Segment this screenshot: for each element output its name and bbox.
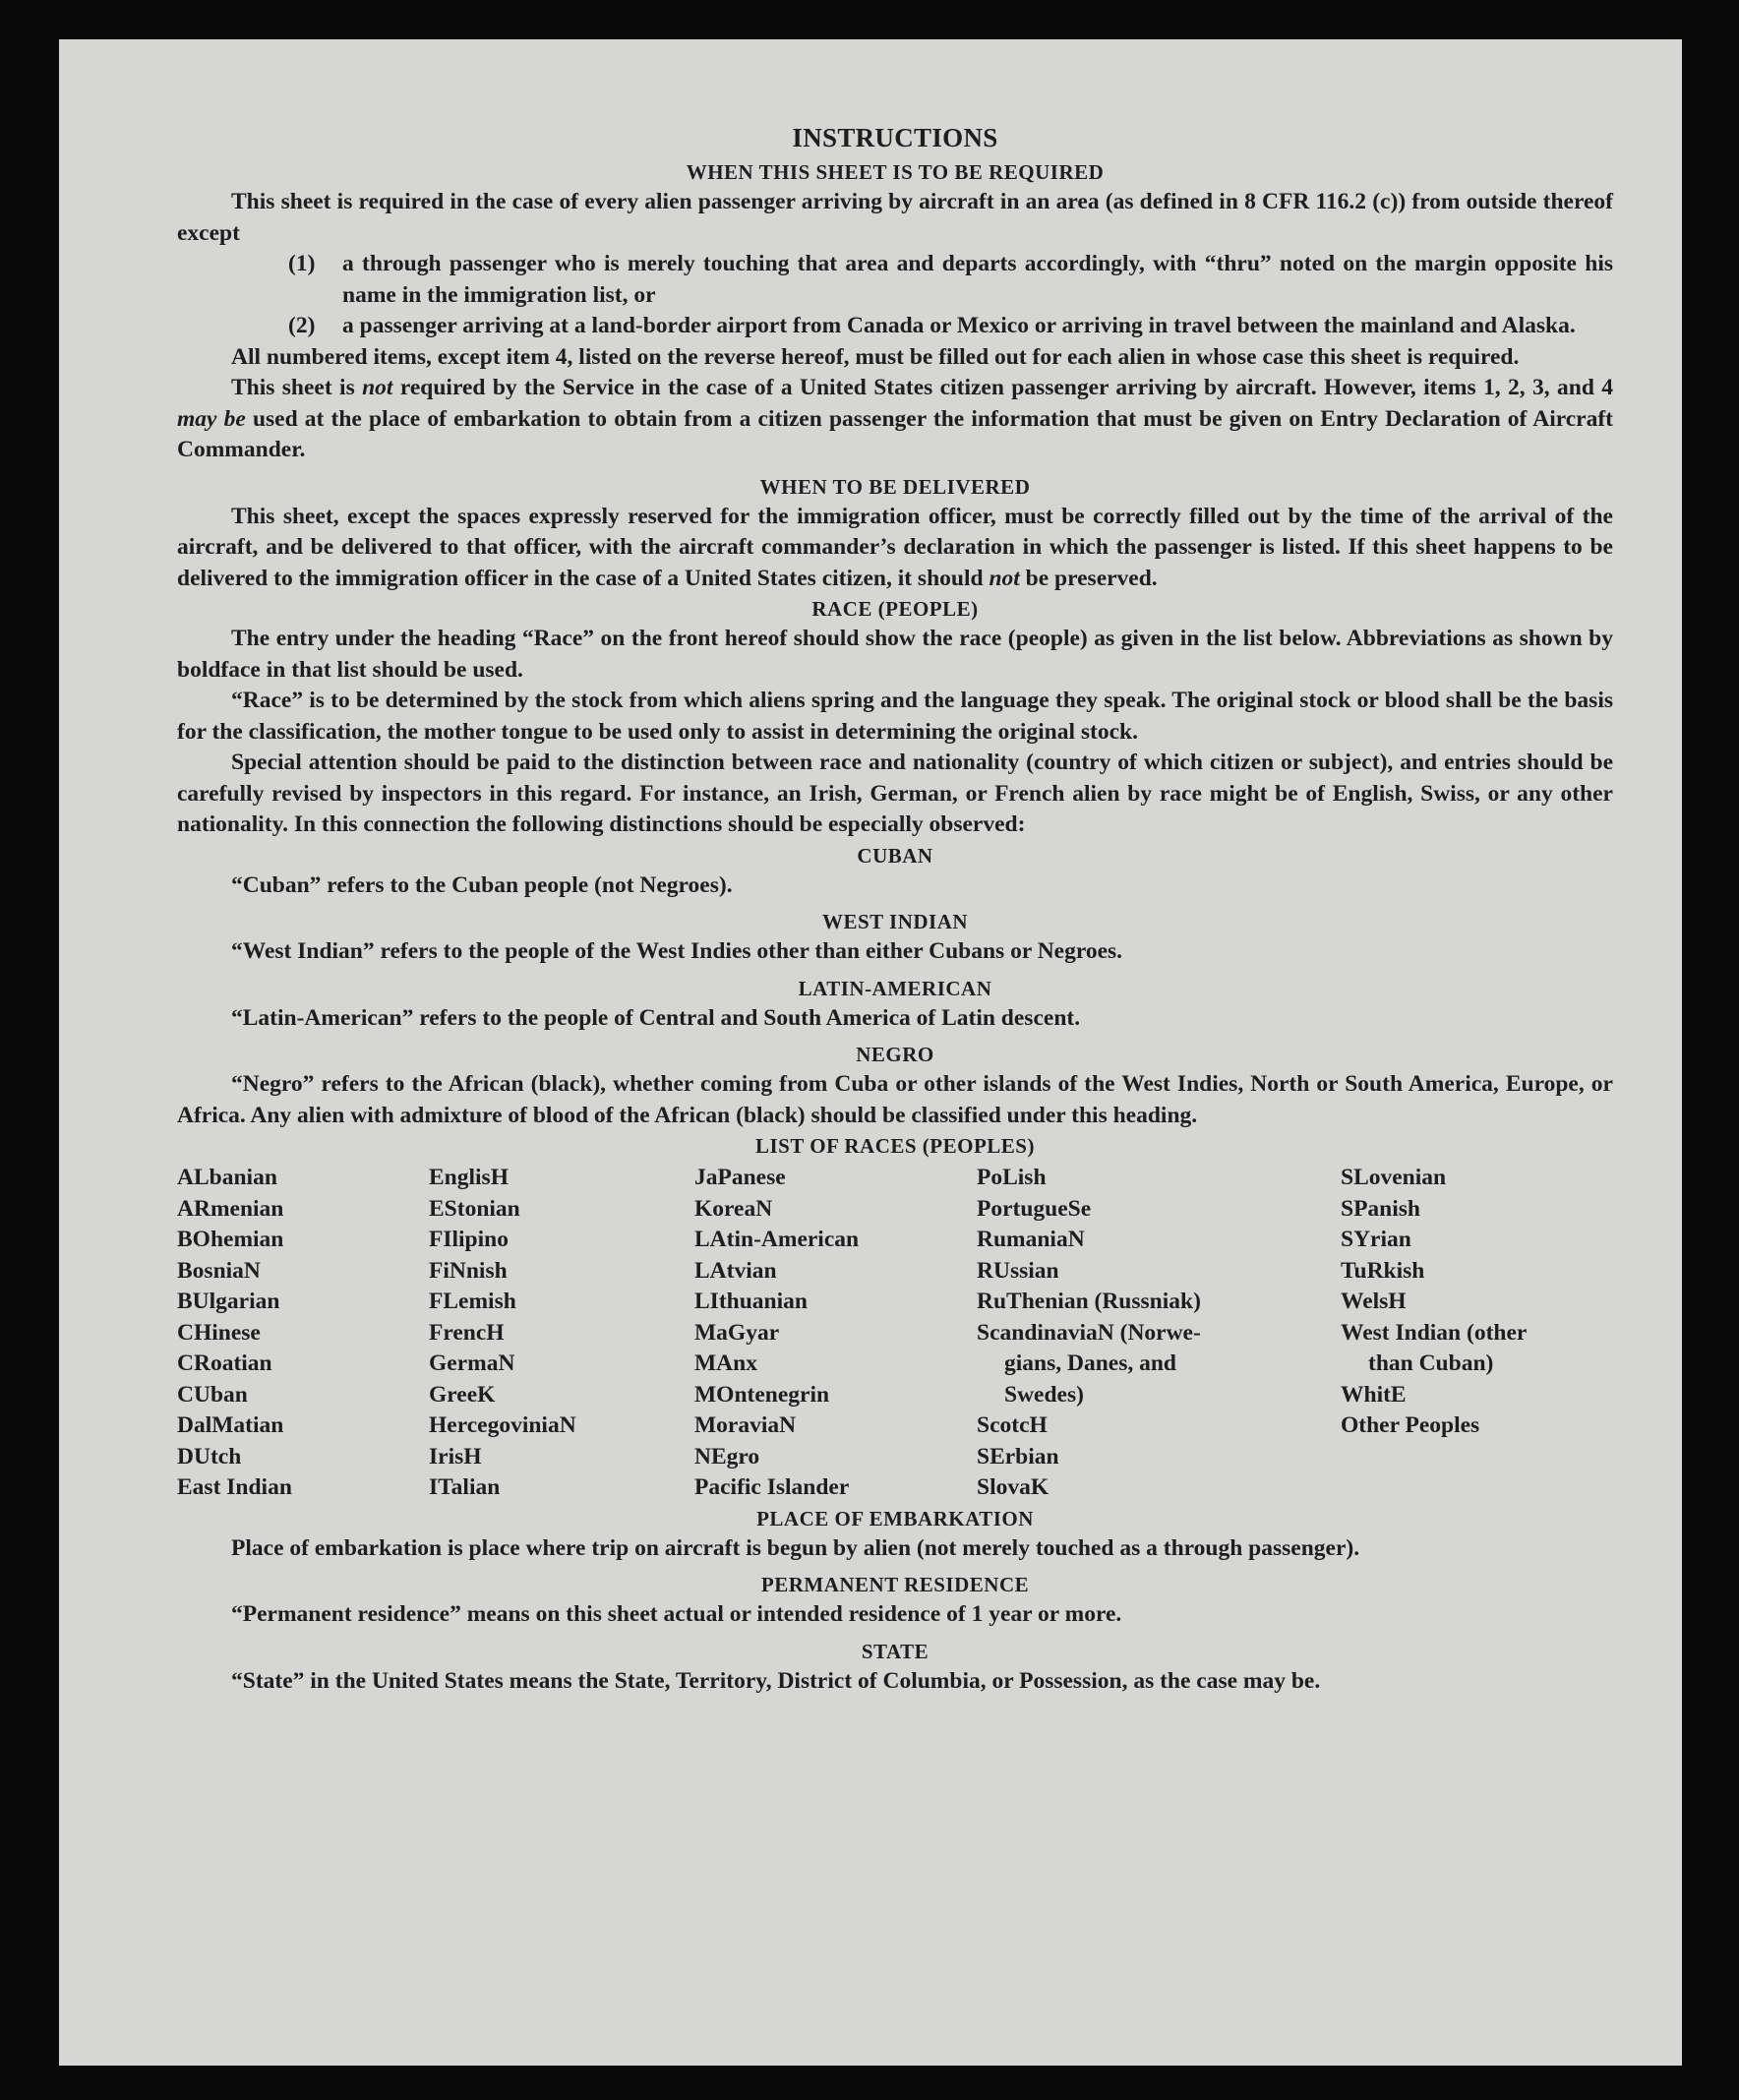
race-entry: RUssian	[977, 1257, 1059, 1284]
section-heading-race: RACE (PEOPLE)	[811, 597, 979, 621]
delivered-text-not: not	[989, 565, 1020, 591]
citizen-text-not: not	[362, 375, 393, 400]
race-entry: GermaN	[429, 1350, 515, 1376]
race-entry: FiNnish	[429, 1257, 508, 1284]
race-entry: Pacific Islander	[694, 1474, 850, 1500]
race-entry: PoLish	[977, 1165, 1047, 1190]
race-entry: SPanish	[1341, 1195, 1420, 1222]
race-entry: IrisH	[429, 1443, 482, 1470]
citizen-paragraph	[177, 373, 1613, 466]
latin-american-text: “Latin-American” refers to the people of Central and South America of Latin descent.	[231, 1004, 1081, 1031]
races-column-4	[977, 1163, 1341, 1504]
race-entry-continued: Swedes)	[1004, 1381, 1084, 1408]
state-text: “State” in the United States means the State, Territory, District of Columbia, or Possession, as the case may be.	[231, 1667, 1321, 1694]
race-entry: MaGyar	[694, 1319, 780, 1346]
race-entry: KoreaN	[694, 1195, 773, 1222]
race-entry: SlovaK	[977, 1474, 1049, 1500]
race-entry: BUlgarian	[177, 1289, 280, 1314]
race-entry: WhitE	[1341, 1381, 1407, 1408]
section-heading-cuban: CUBAN	[857, 843, 933, 868]
race-paragraph-3: Special attention should be paid to the distinction between race and nationality (country of which citizen or subject), and entries should be carefully revised by inspectors in this regard. For instance, an Irish, German, or French alien by race might be of English, Swiss, or any other nationality. In this connection the following distinctions should be especially observed:	[177, 750, 1613, 837]
race-entry: DalMatian	[177, 1412, 284, 1438]
race-entry: NEgro	[694, 1443, 760, 1470]
citizen-text-c: used at the place of embarkation to obtain from a citizen passenger the information that must be given on Entry Declaration of Aircraft Commander.	[177, 405, 1613, 462]
race-entry: CUban	[177, 1381, 248, 1408]
races-column-3	[694, 1163, 977, 1504]
race-entry: HercegoviniaN	[429, 1412, 576, 1438]
race-entry: FLemish	[429, 1289, 516, 1314]
race-entry: MoraviaN	[694, 1412, 797, 1438]
document-sheet	[59, 39, 1682, 2066]
delivered-text-b: be preserved.	[1019, 565, 1158, 591]
race-entry: EnglisH	[429, 1165, 509, 1190]
citizen-text-b: required by the Service in the case of a United States citizen passenger arriving by aircraft. However, items 1, 2, 3, and 4	[392, 375, 1614, 400]
race-entry: RuThenian (Russniak)	[977, 1289, 1201, 1314]
section-heading-permanent-residence: PERMANENT RESIDENCE	[760, 1573, 1030, 1596]
section-heading-required: WHEN THIS SHEET IS TO BE REQUIRED	[686, 160, 1105, 184]
race-entry: SLovenian	[1341, 1165, 1447, 1190]
race-paragraph-1: The entry under the heading “Race” on the front hereof should show the race (people) as given in the list below. Abbreviations as shown by boldface in that list should be used.	[177, 626, 1613, 683]
race-entry-continued: gians, Danes, and	[1004, 1350, 1176, 1376]
exception-item-2	[288, 311, 1613, 342]
instructions-content	[177, 118, 1613, 1697]
section-heading-state: STATE	[861, 1639, 929, 1663]
race-entry: MOntenegrin	[694, 1381, 830, 1408]
race-entry: DUtch	[177, 1443, 242, 1470]
exception-text: a passenger arriving at a land-border airport from Canada or Mexico or arriving in travel between the mainland and Alaska.	[342, 313, 1576, 338]
section-heading-delivered: WHEN TO BE DELIVERED	[759, 474, 1031, 499]
exception-text: a through passenger who is merely touching that area and departs accordingly, with “thru” noted on the margin opposite his name in the immigration list, or	[342, 251, 1613, 308]
race-entry: ARmenian	[177, 1195, 284, 1222]
race-entry: ScotcH	[977, 1412, 1048, 1438]
race-entry: EStonian	[429, 1195, 520, 1222]
required-intro: This sheet is required in the case of every alien passenger arriving by aircraft in an area (as defined in 8 CFR 116.2 (c)) from outside thereof except	[177, 189, 1613, 246]
race-entry: LIthuanian	[694, 1289, 808, 1314]
race-entry: ALbanian	[177, 1165, 277, 1190]
race-entry: CHinese	[177, 1319, 261, 1346]
race-entry: GreeK	[429, 1381, 496, 1408]
race-entry: LAtin-American	[694, 1227, 860, 1252]
race-entry: FIlipino	[429, 1227, 509, 1252]
races-column-1	[177, 1163, 429, 1504]
race-entry: PortugueSe	[977, 1195, 1092, 1222]
race-entry: TuRkish	[1341, 1257, 1425, 1284]
race-entry: LAtvian	[694, 1257, 777, 1284]
race-entry: BOhemian	[177, 1227, 284, 1252]
race-entry: RumaniaN	[977, 1227, 1085, 1252]
race-entry: SErbian	[977, 1443, 1059, 1470]
race-entry: WelsH	[1341, 1289, 1407, 1314]
race-entry: CRoatian	[177, 1350, 272, 1376]
race-entry: Other Peoples	[1341, 1412, 1480, 1438]
numbered-items-paragraph: All numbered items, except item 4, listed on the reverse hereof, must be filled out for each alien in whose case this sheet is required.	[231, 343, 1520, 370]
citizen-text-a: This sheet is	[231, 375, 363, 400]
race-paragraph-2: “Race” is to be determined by the stock from which aliens spring and the language they speak. The original stock or blood shall be the basis for the classification, the mother tongue to be used only to assist in determining the original stock.	[177, 688, 1613, 745]
section-heading-west-indian: WEST INDIAN	[821, 910, 969, 933]
exception-item-1	[288, 249, 1613, 311]
negro-text: “Negro” refers to the African (black), whether coming from Cuba or other islands of the West Indies, North or South America, Europe, or Africa. Any alien with admixture of blood of the African (black) should be classified under this heading.	[177, 1071, 1613, 1128]
section-heading-negro: NEGRO	[856, 1043, 934, 1066]
embarkation-text: Place of embarkation is place where trip on aircraft is begun by alien (not merely touched as a through passenger).	[231, 1534, 1360, 1561]
exception-number: (2)	[288, 313, 316, 338]
permanent-residence-text: “Permanent residence” means on this sheet actual or intended residence of 1 year or more.	[231, 1601, 1122, 1627]
race-entry-continued: than Cuban)	[1368, 1350, 1494, 1376]
races-column-5	[1341, 1163, 1613, 1504]
race-entry: SYrian	[1341, 1227, 1411, 1252]
race-entry: West Indian (other	[1341, 1319, 1528, 1346]
races-table	[177, 1163, 1613, 1504]
delivered-text-a: This sheet, except the spaces expressly reserved for the immigration officer, must be correctly filled out by the time of the arrival of the aircraft, and be delivered to that officer, with the aircraft commander’s declaration in which the passenger is listed. If this sheet happens to be delivered to the immigration officer in the case of a United States citizen, it should	[177, 503, 1613, 591]
race-entry: East Indian	[177, 1474, 292, 1500]
section-heading-embarkation: PLACE OF EMBARKATION	[756, 1506, 1034, 1530]
race-entry: ScandinaviaN (Norwe-	[977, 1319, 1201, 1346]
page-title: INSTRUCTIONS	[792, 123, 998, 152]
race-entry: ITalian	[429, 1474, 501, 1500]
section-heading-races-list: LIST OF RACES (PEOPLES)	[755, 1134, 1035, 1158]
race-entry: FrencH	[429, 1319, 505, 1346]
races-column-2	[429, 1163, 694, 1504]
race-entry: MAnx	[694, 1350, 757, 1376]
delivered-paragraph	[177, 502, 1613, 595]
race-entry: BosniaN	[177, 1257, 261, 1284]
cuban-text: “Cuban” refers to the Cuban people (not Negroes).	[231, 871, 733, 898]
exception-number: (1)	[288, 251, 316, 276]
citizen-text-maybe: may be	[177, 405, 246, 432]
west-indian-text: “West Indian” refers to the people of the West Indies other than either Cubans or Negroes.	[231, 938, 1123, 964]
section-heading-latin-american: LATIN-AMERICAN	[798, 976, 992, 1000]
race-entry: JaPanese	[694, 1165, 786, 1190]
